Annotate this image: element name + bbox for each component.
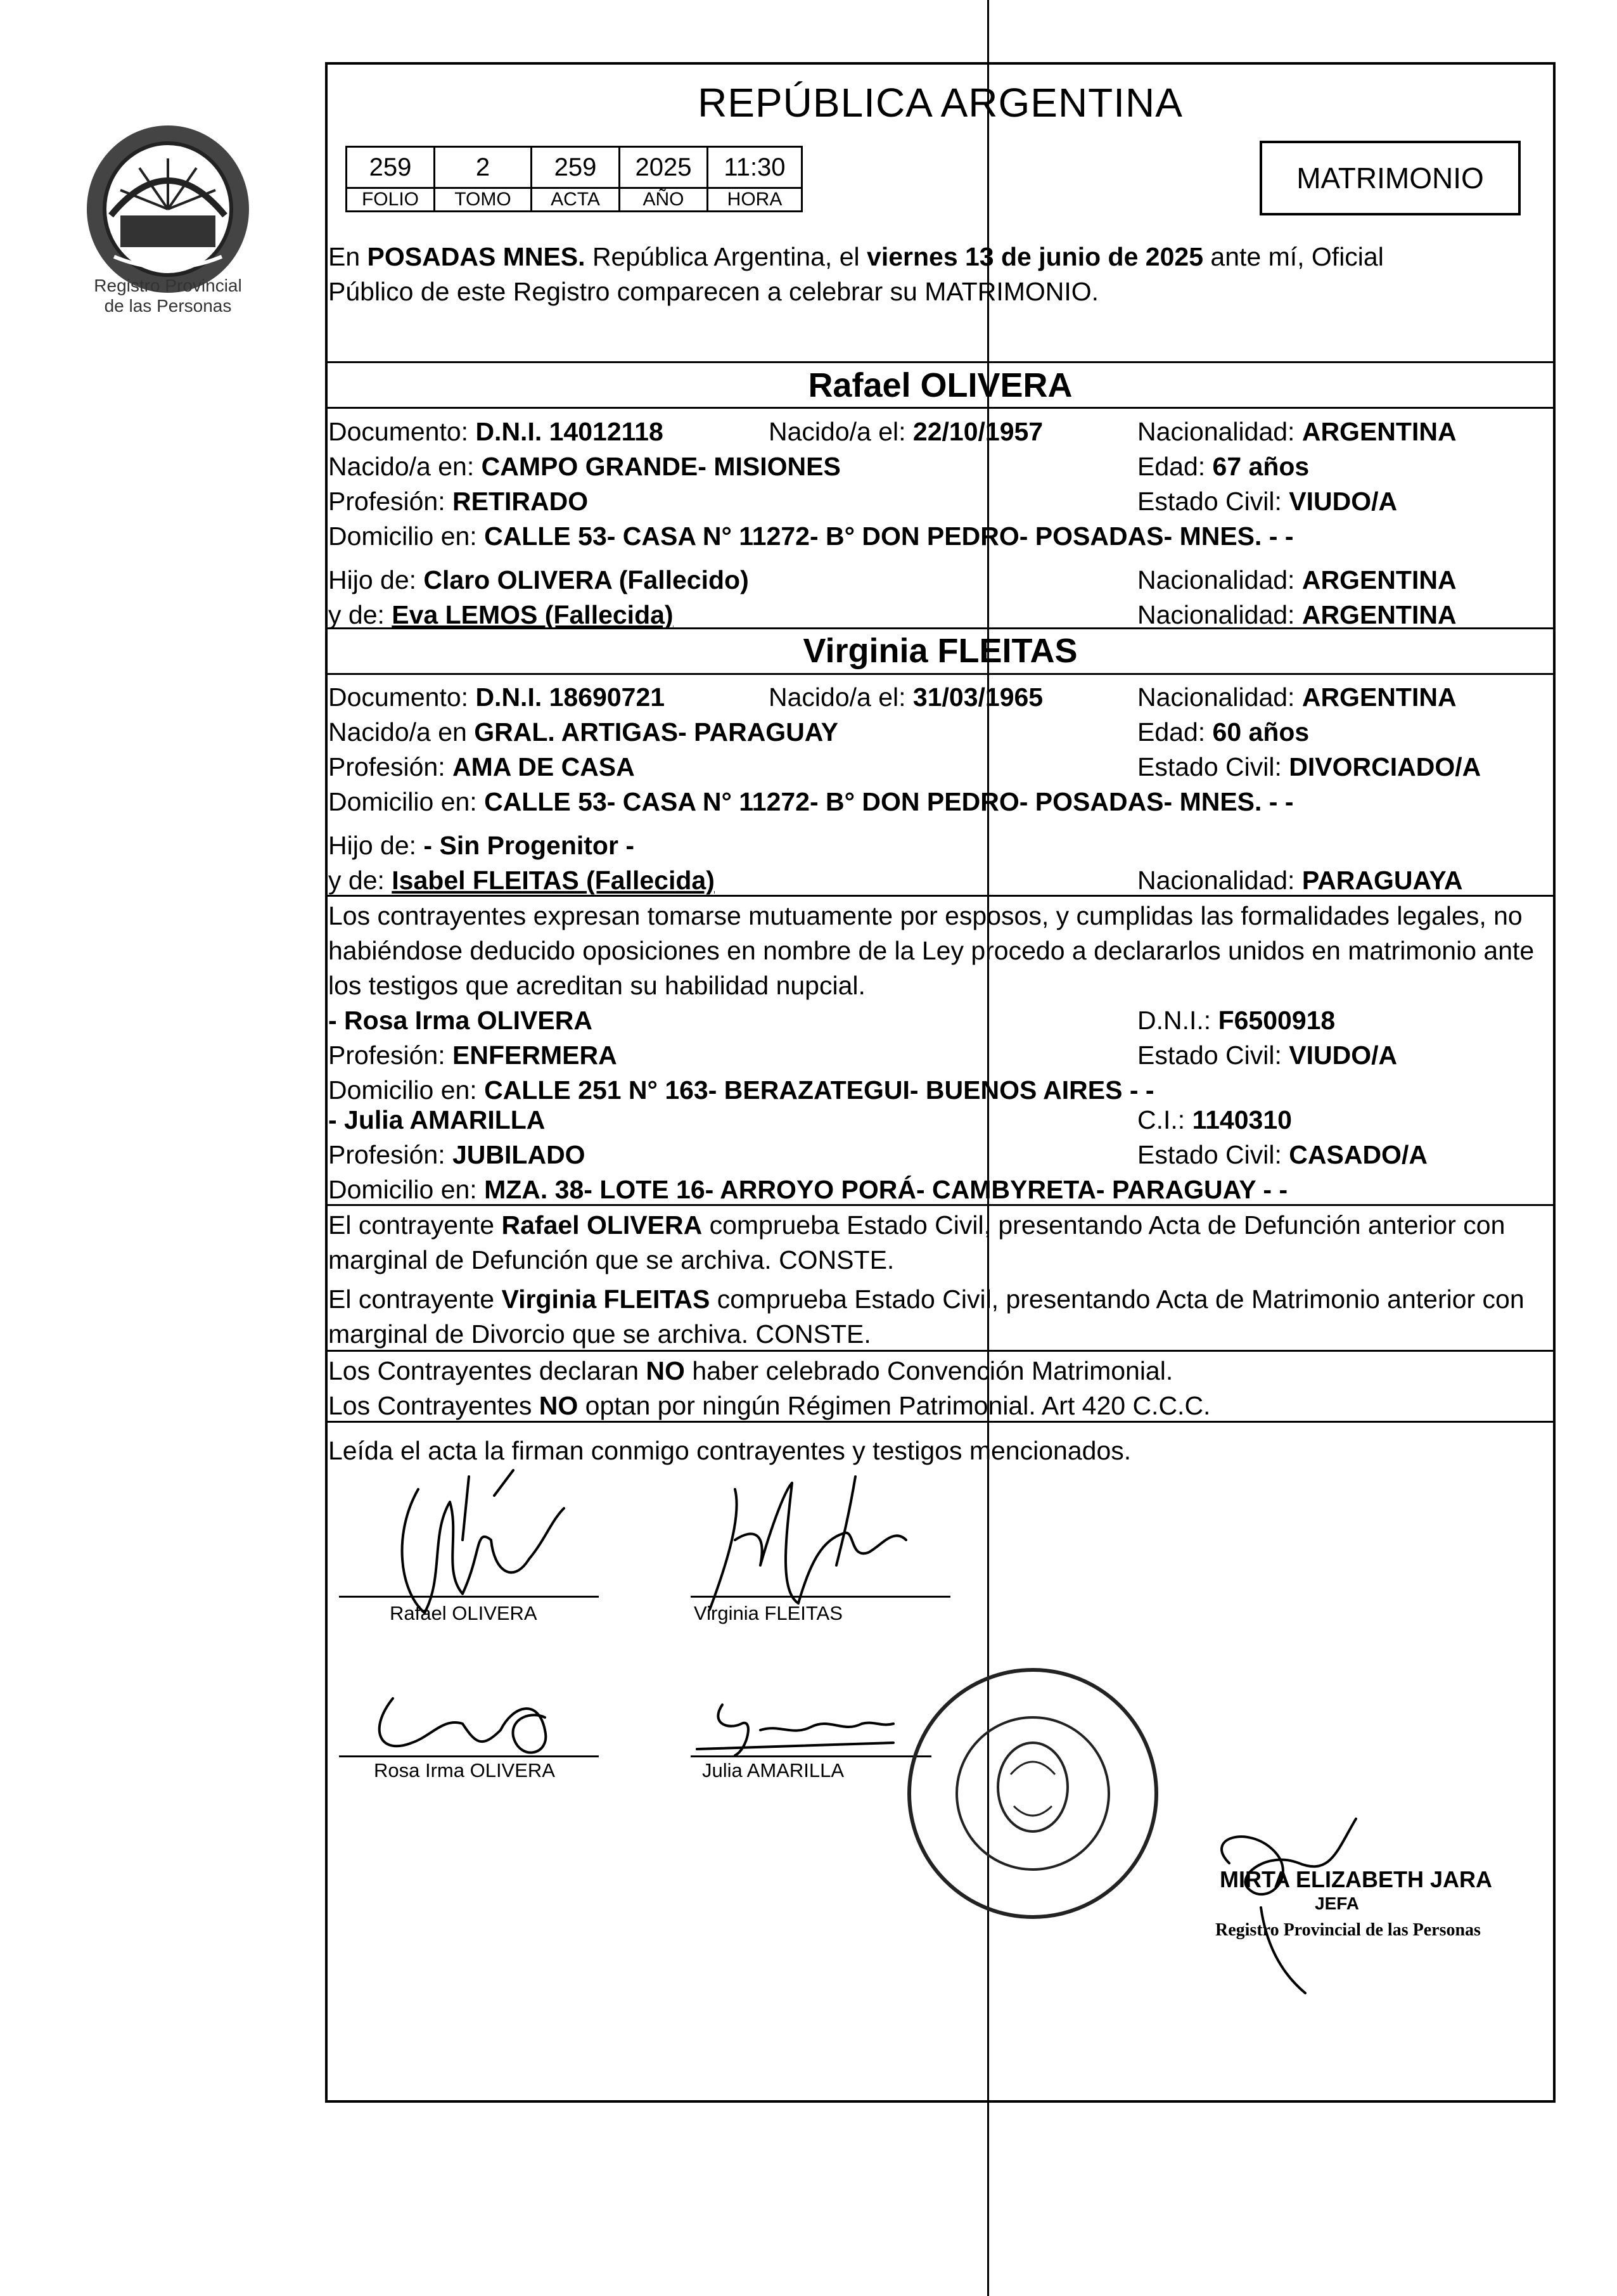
signature-label-rosa: Rosa Irma OLIVERA [374, 1759, 555, 1781]
witness2-civil-status: Estado Civil: CASADO/A [1137, 1140, 1428, 1169]
witness1-name: - Rosa Irma OLIVERA [328, 1006, 592, 1035]
spouse1-birthplace: Nacido/a en: CAMPO GRANDE- MISIONES [328, 452, 841, 481]
divider [325, 895, 1556, 897]
spouse1-mother-nationality: Nacionalidad: ARGENTINA [1137, 600, 1457, 629]
folio-value: 259 [347, 147, 435, 188]
divider [325, 627, 1556, 629]
spouse1-document: Documento: D.N.I. 14012118 [328, 417, 663, 446]
spouse1-name: Rafael OLIVERA [808, 366, 1073, 404]
signature-line [339, 1596, 599, 1598]
divider [325, 673, 1556, 675]
witness1-profession: Profesión: ENFERMERA [328, 1041, 617, 1070]
hora-label: HORA [708, 188, 802, 212]
official-registry-stamp [900, 1660, 1166, 1927]
country-title: REPÚBLICA ARGENTINA [698, 80, 1183, 125]
spouse2-address: Domicilio en: CALLE 53- CASA N° 11272- B° DON PEDRO- POSADAS- MNES. - - [328, 787, 1294, 816]
spouse2-document: Documento: D.N.I. 18690721 [328, 683, 665, 712]
spouse2-age: Edad: 60 años [1137, 717, 1310, 747]
witness2-address: Domicilio en: MZA. 38- LOTE 16- ARROYO PORÁ- CAMBYRETA- PARAGUAY - - [328, 1175, 1288, 1204]
record-header-table [345, 146, 803, 212]
spouse1-address: Domicilio en: CALLE 53- CASA N° 11272- B° DON PEDRO- POSADAS- MNES. - - [328, 522, 1294, 551]
signature-line [691, 1596, 950, 1598]
declaration-line-2: habiéndose deducido oposiciones en nombre de la Ley procedo a declararlos unidos en matrimonio ante [328, 936, 1535, 965]
spouse2-mother-nationality: Nacionalidad: PARAGUAYA [1137, 866, 1463, 895]
signature-virginia-fleitas [691, 1464, 944, 1622]
spouse2-birthplace: Nacido/a en GRAL. ARTIGAS- PARAGUAY [328, 717, 838, 747]
witness2-id: C.I.: 1140310 [1137, 1105, 1292, 1134]
divider [325, 407, 1556, 409]
witness2-profession: Profesión: JUBILADO [328, 1140, 585, 1169]
divider [325, 361, 1556, 363]
witness1-id: D.N.I.: F6500918 [1137, 1006, 1336, 1035]
logo-caption-line2: de las Personas [104, 296, 232, 316]
divider [325, 1350, 1556, 1352]
signature-label-julia: Julia AMARILLA [702, 1759, 844, 1781]
acta-label: ACTA [532, 188, 620, 212]
signature-label-virginia: Virginia FLEITAS [694, 1602, 843, 1624]
signature-label-rafael: Rafael OLIVERA [390, 1602, 537, 1624]
spouse1-age: Edad: 67 años [1137, 452, 1310, 481]
spouse2-father: Hijo de: - Sin Progenitor - [328, 831, 634, 860]
civil-proof-spouse2-line-2: marginal de Divorcio que se archiva. CONSTE. [328, 1319, 871, 1349]
declaration-line-1: Los contrayentes expresan tomarse mutuamente por esposos, y cumplidas las formalidades legales, no [328, 901, 1523, 930]
spouse1-mother: y de: Eva LEMOS (Fallecida) [328, 600, 674, 629]
declaration-line-3: los testigos que acreditan su habilidad nupcial. [328, 971, 866, 1000]
witness1-civil-status: Estado Civil: VIUDO/A [1137, 1041, 1398, 1070]
logo-caption [63, 276, 272, 316]
witness2-name: - Julia AMARILLA [328, 1105, 546, 1134]
signature-rosa-irma-olivera [355, 1673, 583, 1762]
spouse2-civil-status: Estado Civil: DIVORCIADO/A [1137, 752, 1481, 781]
tomo-label: TOMO [435, 188, 532, 212]
spouse1-civil-status: Estado Civil: VIUDO/A [1137, 487, 1398, 516]
spouse2-profession: Profesión: AMA DE CASA [328, 752, 635, 781]
divider [325, 1421, 1556, 1423]
spouse1-profession: Profesión: RETIRADO [328, 487, 589, 516]
closing-text: Leída el acta la firman conmigo contrayentes y testigos mencionados. [328, 1436, 1132, 1465]
intro-line-2: Público de este Registro comparecen a celebrar su MATRIMONIO. [328, 277, 1099, 306]
intro-line-1: En POSADAS MNES. República Argentina, el viernes 13 de junio de 2025 ante mí, Oficial [328, 242, 1384, 271]
signature-official-jefa [1191, 1812, 1400, 2003]
hora-value: 11:30 [708, 147, 802, 188]
patrimonial-regime-statement: Los Contrayentes NO optan por ningún Régimen Patrimonial. Art 420 C.C.C. [328, 1391, 1211, 1420]
spouse2-birthdate: Nacido/a el: 31/03/1965 [769, 683, 1044, 712]
official-name: MIRTA ELIZABETH JARA [1220, 1866, 1492, 1892]
spouse1-father: Hijo de: Claro OLIVERA (Fallecido) [328, 565, 749, 594]
folio-label: FOLIO [347, 188, 435, 212]
signature-line [691, 1755, 931, 1757]
anio-label: AÑO [620, 188, 708, 212]
logo-caption-line1: Registro Provincial [94, 276, 242, 295]
official-role: JEFA [1315, 1894, 1360, 1913]
anio-value: 2025 [620, 147, 708, 188]
spouse1-father-nationality: Nacionalidad: ARGENTINA [1137, 565, 1457, 594]
spouse1-nationality: Nacionalidad: ARGENTINA [1137, 417, 1457, 446]
signature-line [339, 1755, 599, 1757]
witness1-address: Domicilio en: CALLE 251 N° 163- BERAZATEGUI- BUENOS AIRES - - [328, 1075, 1154, 1105]
acta-value: 259 [532, 147, 620, 188]
divider [325, 1204, 1556, 1206]
spouse2-name: Virginia FLEITAS [803, 632, 1078, 670]
spouse2-nationality: Nacionalidad: ARGENTINA [1137, 683, 1457, 712]
official-organization: Registro Provincial de las Personas [1215, 1920, 1481, 1940]
tomo-value: 2 [435, 147, 532, 188]
convention-statement: Los Contrayentes declaran NO haber celebrado Convención Matrimonial. [328, 1356, 1173, 1385]
civil-proof-spouse2-line-1: El contrayente Virginia FLEITAS comprueba Estado Civil, presentando Acta de Matrimonio anterior con [328, 1285, 1524, 1314]
civil-proof-spouse1-line-1: El contrayente Rafael OLIVERA comprueba Estado Civil, presentando Acta de Defunción anterior con [328, 1210, 1505, 1240]
spouse2-mother: y de: Isabel FLEITAS (Fallecida) [328, 866, 715, 895]
spouse1-birthdate: Nacido/a el: 22/10/1957 [769, 417, 1044, 446]
record-type-box: MATRIMONIO [1260, 141, 1521, 215]
civil-proof-spouse1-line-2: marginal de Defunción que se archiva. CONSTE. [328, 1245, 895, 1274]
